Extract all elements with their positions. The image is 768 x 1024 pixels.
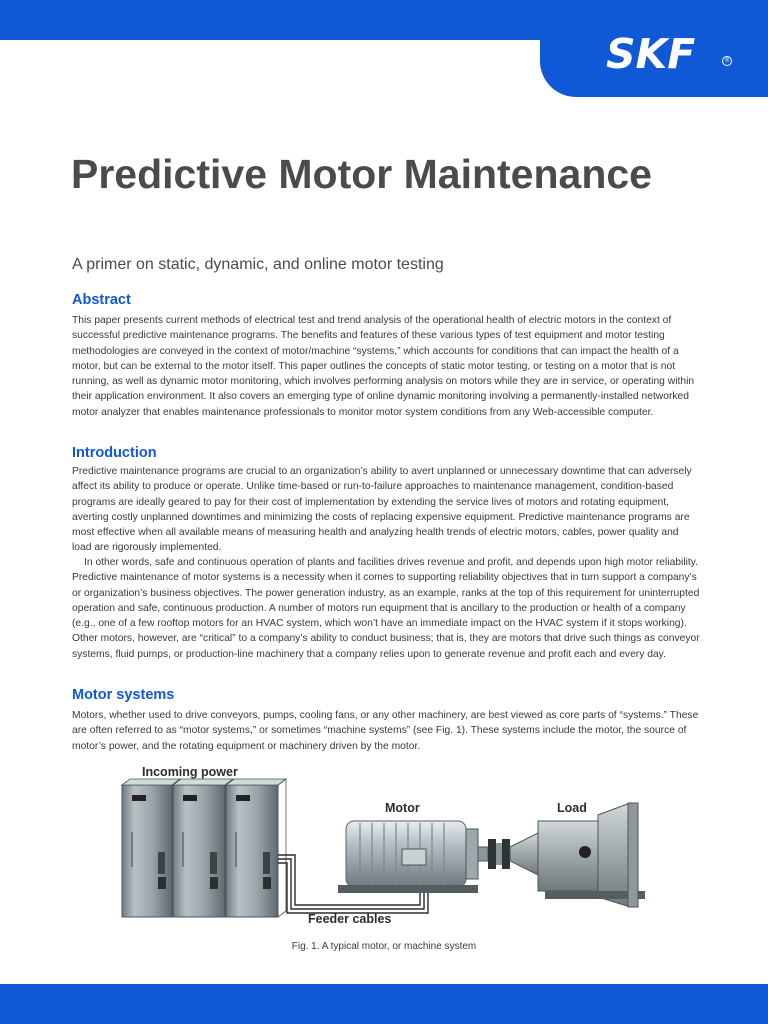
abstract-heading: Abstract (72, 292, 131, 308)
skf-logo: SKF (606, 30, 696, 78)
abstract-text: This paper presents current methods of electrical test and trend analysis of the operational health of electric motors in the context of successful predictive maintenance programs. The benefits and features of these various types of test equipment and motor testing methodologies are conveyed in the context of motor/machine “systems,” which accounts for conditions that can impact the health of a motor, but can be external to the motor itself. This paper outlines the concepts of static motor testing, or testing on a motor that is not running, as well as dynamic motor monitoring, which involves performing analysis on motors while they are in service, or operating within their application environment. It also covers an emerging type of online dynamic monitoring involving a permanently-installed networked motor analyzer that enables maintenance professionals to monitor motor system conditions from any Web-accessible computer. (72, 315, 695, 418)
drive-cabinet-1 (122, 779, 180, 917)
motor-system-figure (120, 757, 648, 932)
page-subtitle: A primer on static, dynamic, and online motor testing (72, 256, 444, 273)
feeder-cables-label: Feeder cables (308, 912, 392, 926)
motor-systems-heading: Motor systems (72, 687, 175, 703)
registered-mark: ® (722, 56, 732, 66)
load-illustration (510, 803, 645, 907)
page-title: Predictive Motor Maintenance (71, 151, 652, 197)
motor-label: Motor (385, 801, 420, 815)
motor-illustration (338, 821, 488, 893)
load-label: Load (557, 801, 587, 815)
introduction-paragraph-1: Predictive maintenance programs are crucial to an organization’s ability to avert unplanned or unnecessary downtime that can adversely affect its ability to produce or operate. Unlike time-based or run-to-failure approaches to maintenance management, condition-based programs are ideally geared to pay for their cost of implementation by extending the service lives of motors and rotating equipment, averting costly unplanned downtimes and minimizing the costs of replacing expensive equipment. Predictive maintenance programs are most effective when all available means of measuring health and analyzing health trends of electric motors, cables, power quality and load are rigorously implemented. (72, 466, 692, 554)
drive-cabinet-2 (173, 779, 233, 917)
motor-system-illustration (120, 757, 648, 932)
introduction-heading: Introduction (72, 445, 157, 461)
introduction-paragraph-2: In other words, safe and continuous operation of plants and facilities drives revenue and profit, and depends upon high motor reliability. Predictive maintenance of motor systems is a necessity when it comes to supporting reliability objectives that in turn support a company’s or organization’s business objectives. The power generation industry, as an example, ranks at the top of this requirement for uninterrupted operation and safe, continuous production. A number of motors run equipment that is ancillary to the production or health of a company (e.g., one of a few rooftop motors for an HVAC system, which won’t have an immediate impact on the HVAC system if it stops working). Other motors, however, are “critical” to a company’s ability to conduct business; that is, they are motors that drive such things as conveyor systems, fluid pumps, or production-line machinery that a company relies upon to generate revenue and profit each and every day. (72, 557, 700, 660)
drive-cabinet-3 (226, 779, 286, 917)
header-notch (0, 40, 540, 56)
coupling-illustration (488, 839, 510, 869)
motor-systems-text: Motors, whether used to drive conveyors, pumps, cooling fans, or any other machinery, are best viewed as core parts of “systems.” These are often referred to as “motor systems,” or sometimes “machine systems” (see Fig. 1). These systems include the motor, the source of motor’s power, and the rotating equipment or machinery driven by the motor. (72, 710, 699, 752)
drive-cabinets (122, 779, 286, 917)
figure-caption: Fig. 1. A typical motor, or machine system (291, 941, 477, 952)
incoming-power-label: Incoming power (142, 765, 238, 779)
footer-band (0, 984, 768, 1024)
